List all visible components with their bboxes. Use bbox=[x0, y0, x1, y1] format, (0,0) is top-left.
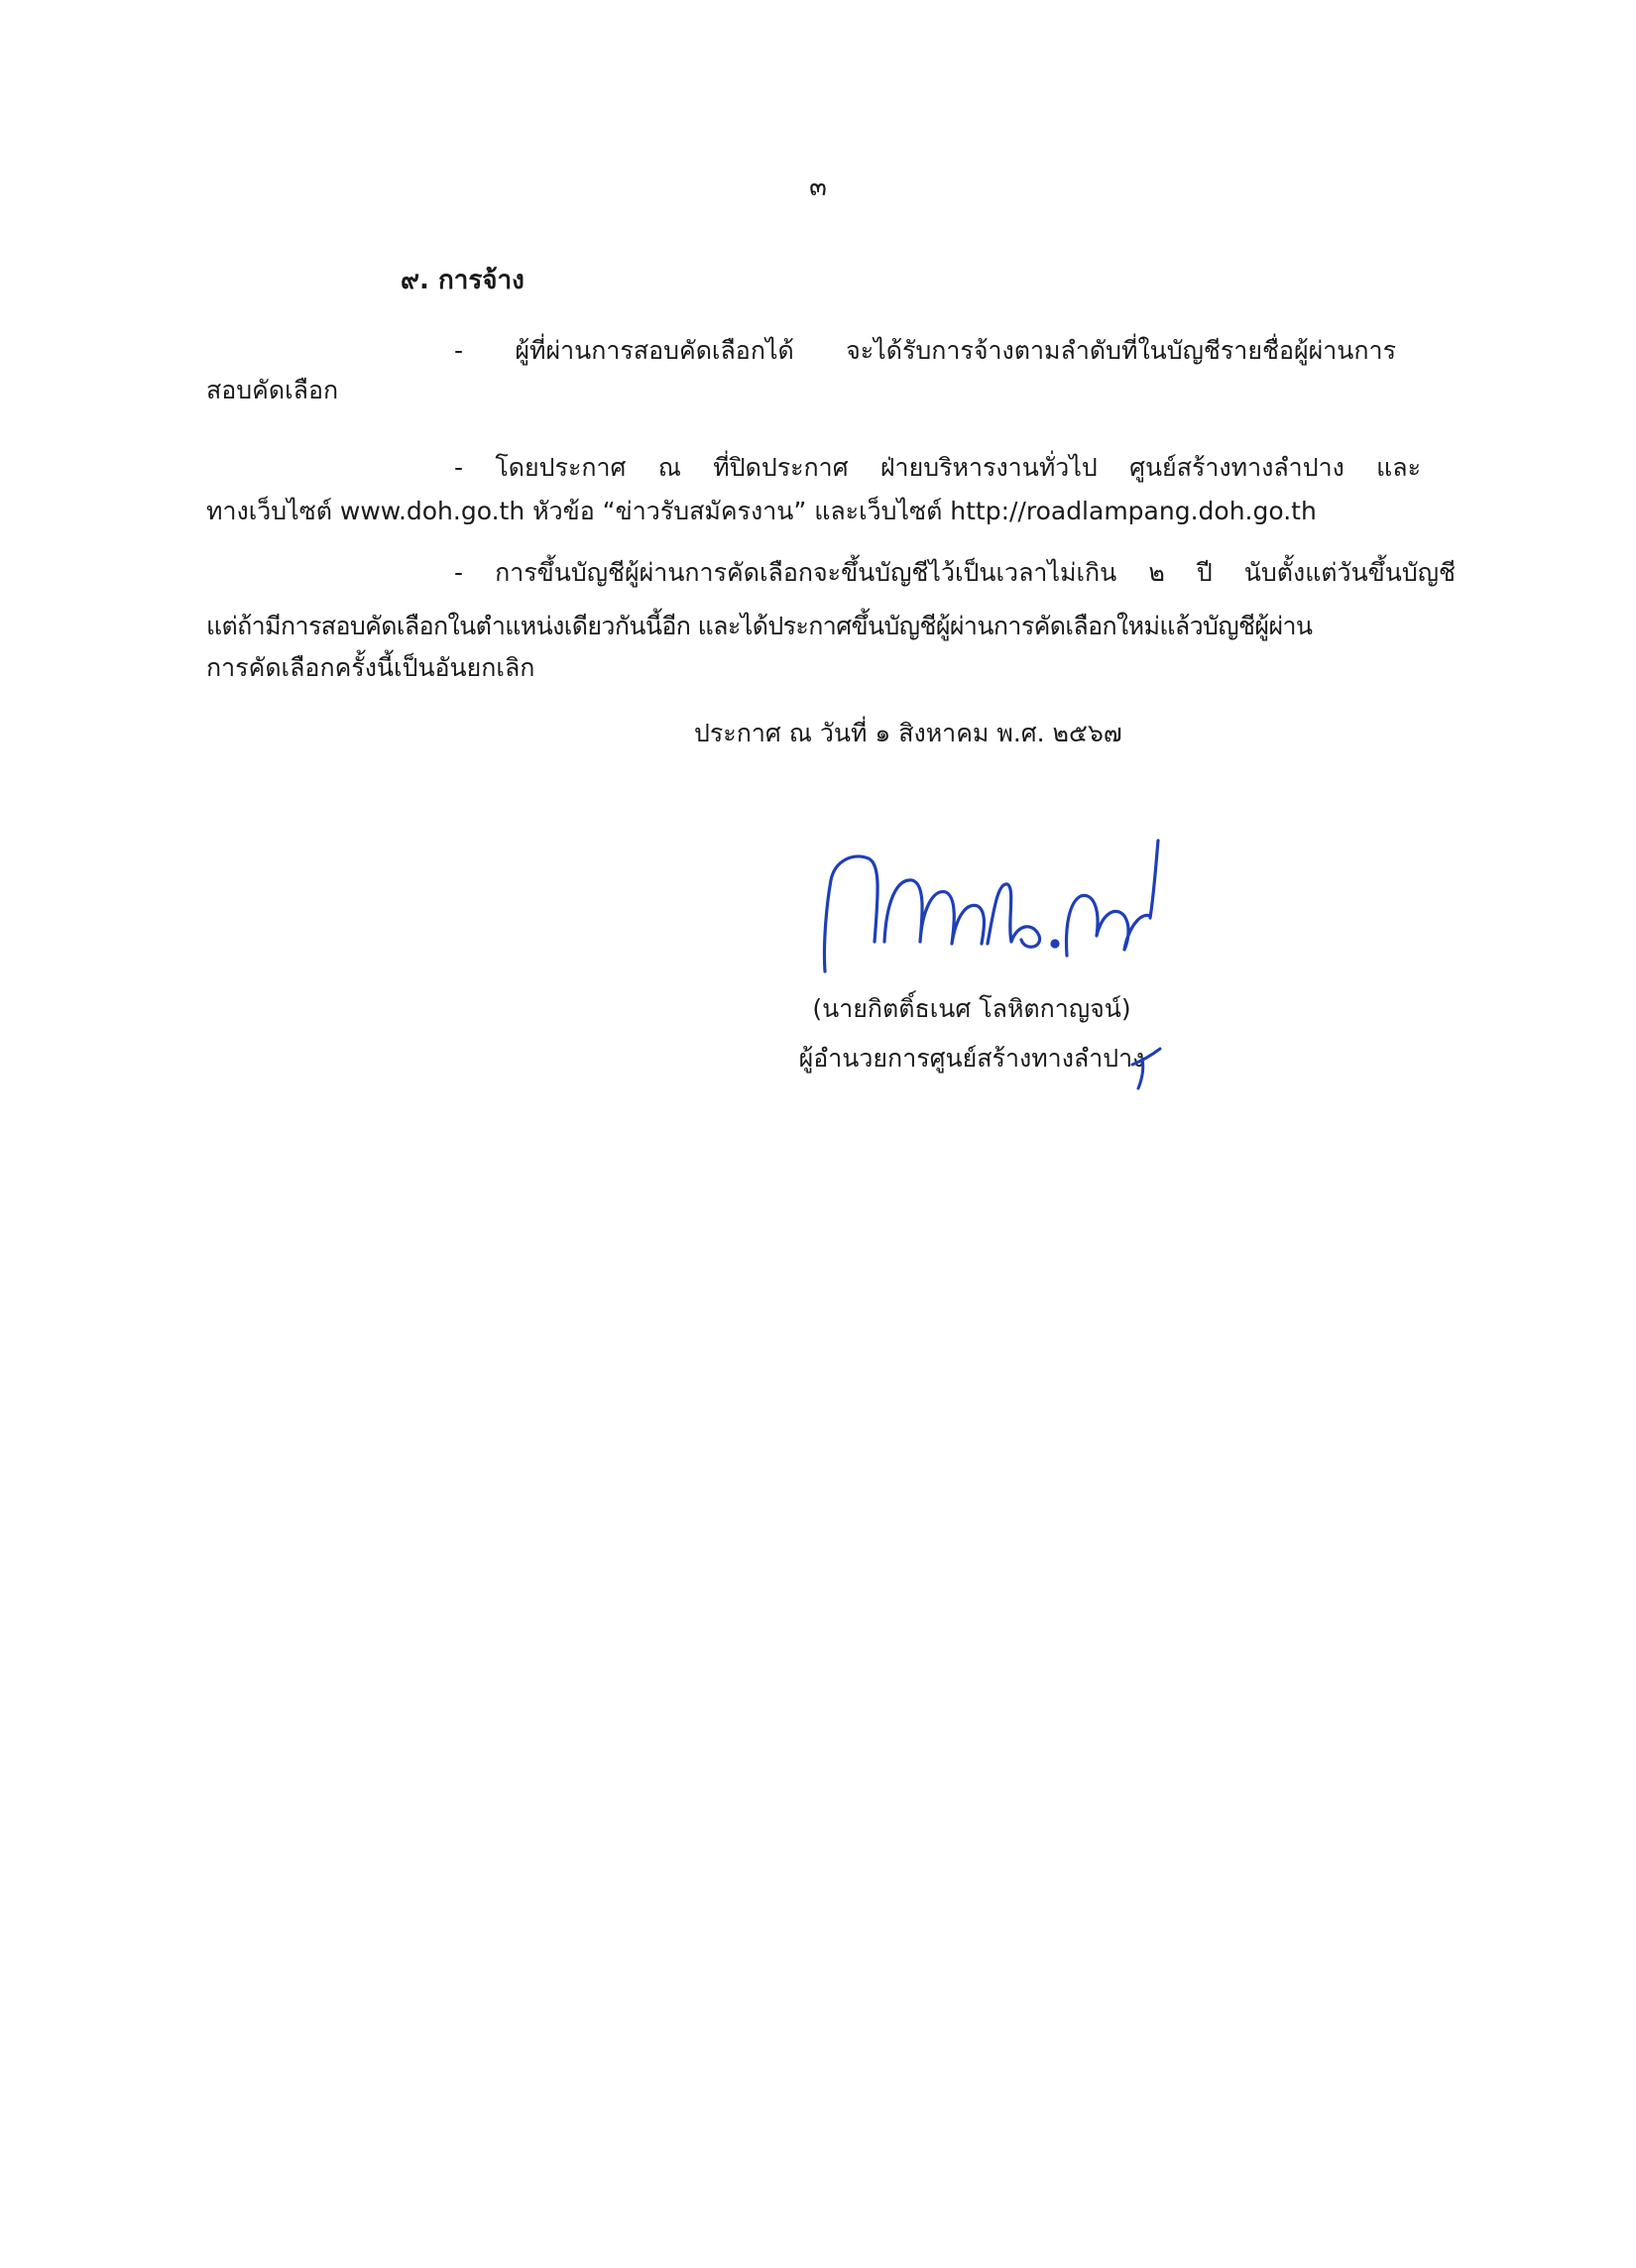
item-3-line-2: แต่ถ้ามีการสอบคัดเลือกในตำแหน่งเดียวกันนี้อีก และได้ประกาศขึ้นบัญชีผู้ผ่านการคัดเลือกใหม่แล้วบัญชีผู้ผ่าน bbox=[206, 612, 1313, 640]
signatory-name: (นายกิตติ์ธเนศ โลหิตกาญจน์) bbox=[812, 994, 1131, 1023]
item-3-line-1: - การขึ้นบัญชีผู้ผ่านการคัดเลือกจะขึ้นบัญชีไว้เป็นเวลาไม่เกิน ๒ ปี นับตั้งแต่วันขึ้นบัญชี bbox=[454, 558, 1456, 587]
item-3-line-3: การคัดเลือกครั้งนี้เป็นอันยกเลิก bbox=[206, 653, 535, 682]
announcement-date: ประกาศ ณ วันที่ ๑ สิงหาคม พ.ศ. ๒๕๖๗ bbox=[694, 719, 1122, 747]
item-1-line-2: สอบคัดเลือก bbox=[206, 376, 339, 404]
item-1-line-1: - ผู้ที่ผ่านการสอบคัดเลือกได้ จะได้รับการจ้างตามลำดับที่ในบัญชีรายชื่อผู้ผ่านการ bbox=[454, 336, 1396, 365]
page-number: ๓ bbox=[809, 172, 827, 202]
signature-image bbox=[813, 833, 1170, 981]
signatory-title: ผู้อำนวยการศูนย์สร้างทางลำปาง bbox=[798, 1044, 1145, 1073]
section-heading: ๙. การจ้าง bbox=[401, 266, 525, 295]
item-2-line-1: - โดยประกาศ ณ ที่ปิดประกาศ ฝ่ายบริหารงานทั่วไป ศูนย์สร้างทางลำปาง และ bbox=[454, 453, 1421, 482]
item-2-line-2: ทางเว็บไซต์ www.doh.go.th หัวข้อ “ข่าวรับสมัครงาน” และเว็บไซต์ http://roadlampang.doh.go.th bbox=[206, 497, 1317, 525]
initial-mark bbox=[1128, 1039, 1164, 1094]
